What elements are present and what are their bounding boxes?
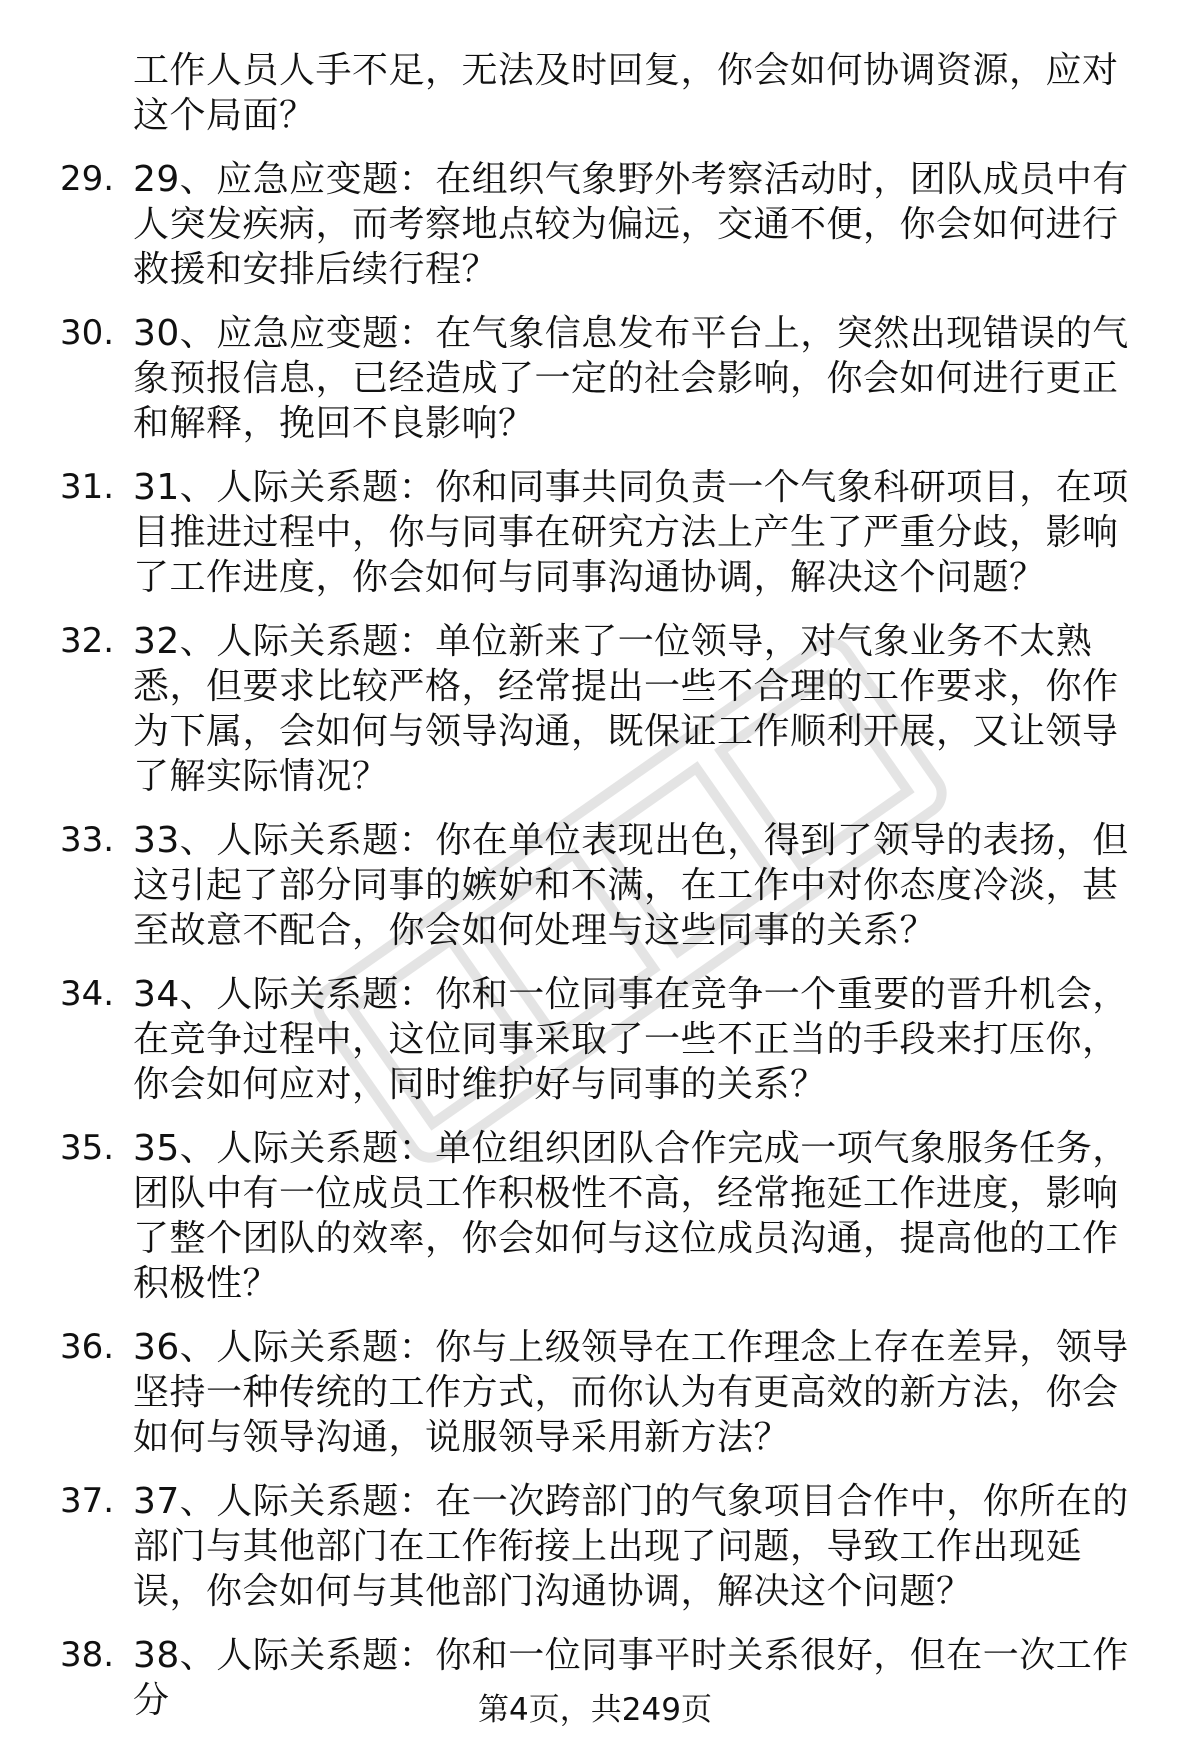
list-item bbox=[60, 972, 1152, 1107]
item-text: 37、人际关系题：在一次跨部门的气象项目合作中，你所在的部门与其他部门在工作衔接上出现了问题，导致工作出现延误，你会如何与其他部门沟通协调，解决这个问题？ bbox=[133, 1481, 1129, 1612]
item-number: 37. bbox=[60, 1481, 115, 1521]
item-text: 38、人际关系题：你和一位同事平时关系很好，但在一次工作分 bbox=[133, 1635, 1129, 1721]
question-list bbox=[60, 157, 1152, 1723]
item-number: 31. bbox=[60, 467, 115, 507]
page-footer: 第4页，共249页 bbox=[478, 1692, 712, 1728]
list-item bbox=[60, 1479, 1152, 1614]
item-text: 31、人际关系题：你和同事共同负责一个气象科研项目，在项目推进过程中，你与同事在研究方法上产生了严重分歧，影响了工作进度，你会如何与同事沟通协调，解决这个问题？ bbox=[133, 467, 1129, 598]
item-text: 30、应急应变题：在气象信息发布平台上，突然出现错误的气象预报信息，已经造成了一定的社会影响，你会如何进行更正和解释，挽回不良影响？ bbox=[133, 313, 1129, 444]
item-number: 35. bbox=[60, 1128, 115, 1168]
item-text: 32、人际关系题：单位新来了一位领导，对气象业务不太熟悉，但要求比较严格，经常提出一些不合理的工作要求，你作为下属，会如何与领导沟通，既保证工作顺利开展，又让领导了解实际情况？ bbox=[133, 621, 1119, 797]
list-item bbox=[60, 619, 1152, 799]
list-item bbox=[60, 1325, 1152, 1460]
item-number: 33. bbox=[60, 820, 115, 860]
item-number: 34. bbox=[60, 974, 115, 1014]
item-text: 35、人际关系题：单位组织团队合作完成一项气象服务任务，团队中有一位成员工作积极性不高，经常拖延工作进度，影响了整个团队的效率，你会如何与这位成员沟通，提高他的工作积极性？ bbox=[133, 1128, 1129, 1304]
item-number: 30. bbox=[60, 313, 115, 353]
list-item bbox=[60, 311, 1152, 446]
item-number: 38. bbox=[60, 1635, 115, 1675]
item-number: 36. bbox=[60, 1327, 115, 1367]
document-content bbox=[60, 48, 1152, 1723]
continued-question-text: 工作人员人手不足，无法及时回复，你会如何协调资源，应对这个局面？ bbox=[133, 50, 1119, 136]
list-item bbox=[60, 1126, 1152, 1306]
item-number: 29. bbox=[60, 159, 115, 199]
item-text: 34、人际关系题：你和一位同事在竞争一个重要的晋升机会，在竞争过程中，这位同事采取了一些不正当的手段来打压你，你会如何应对，同时维护好与同事的关系？ bbox=[133, 974, 1129, 1105]
list-item bbox=[60, 157, 1152, 292]
list-item bbox=[60, 818, 1152, 953]
item-number: 32. bbox=[60, 621, 115, 661]
item-text: 36、人际关系题：你与上级领导在工作理念上存在差异，领导坚持一种传统的工作方式，而你认为有更高效的新方法，你会如何与领导沟通，说服领导采用新方法？ bbox=[133, 1327, 1129, 1458]
list-item bbox=[60, 465, 1152, 600]
item-text: 29、应急应变题：在组织气象野外考察活动时，团队成员中有人突发疾病，而考察地点较为偏远，交通不便，你会如何进行救援和安排后续行程？ bbox=[133, 159, 1129, 290]
item-text: 33、人际关系题：你在单位表现出色，得到了领导的表扬，但这引起了部分同事的嫉妒和不满，在工作中对你态度冷淡，甚至故意不配合，你会如何处理与这些同事的关系？ bbox=[133, 820, 1129, 951]
